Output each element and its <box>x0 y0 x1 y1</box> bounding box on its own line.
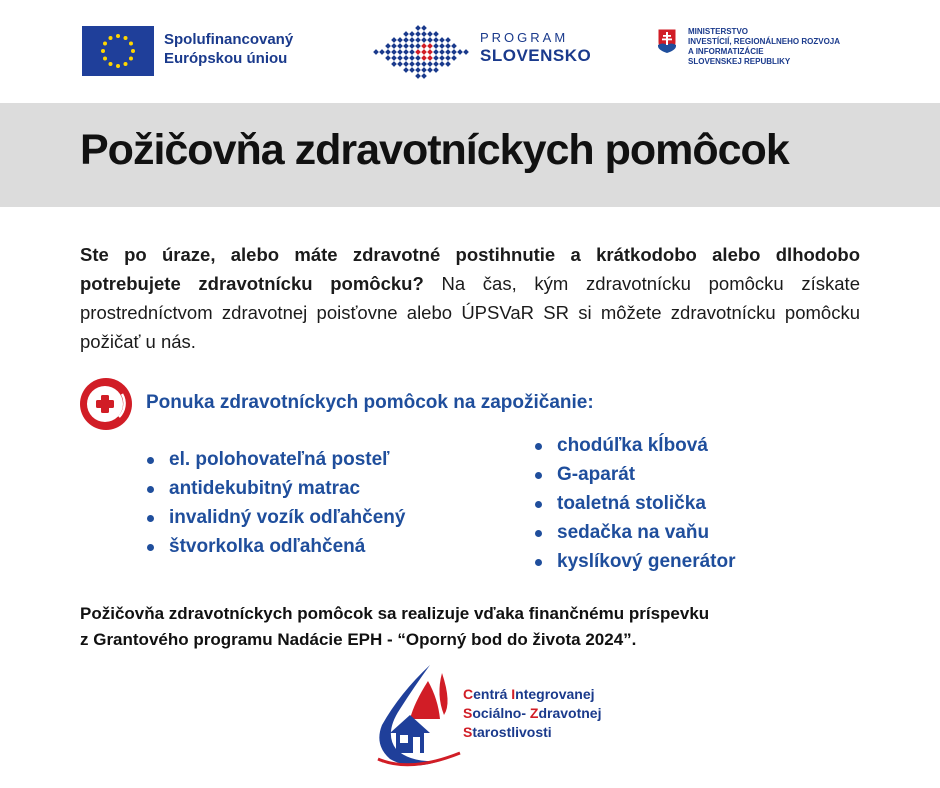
list-item: chodúľka kĺbová <box>535 431 735 460</box>
page-title: Požičovňa zdravotníckych pomôcok <box>80 126 789 174</box>
program-mosaic-dot <box>409 43 415 49</box>
program-mosaic-dot <box>397 37 403 43</box>
program-mosaic-dot <box>409 31 415 37</box>
ciszs-initial: S <box>463 705 473 721</box>
list-item: G-aparát <box>535 460 735 489</box>
program-mosaic-dot <box>439 55 445 61</box>
program-mosaic-dot <box>403 37 409 43</box>
eu-star <box>116 64 120 68</box>
ciszs-initial: S <box>463 724 473 740</box>
program-mosaic-dot <box>415 49 421 55</box>
eu-star <box>131 49 135 53</box>
program-mosaic-dot <box>427 31 433 37</box>
program-mosaic-dot <box>439 43 445 49</box>
program-mosaic-dot <box>433 55 439 61</box>
program-mosaic-dot <box>433 31 439 37</box>
list-item: kyslíkový generátor <box>535 547 735 576</box>
program-mosaic-dot <box>409 61 415 67</box>
eu-star <box>129 42 133 46</box>
program-mosaic-dot <box>433 61 439 67</box>
program-mosaic-dot <box>427 43 433 49</box>
slovak-coat-of-arms-icon <box>657 28 677 54</box>
program-mosaic-dot <box>415 73 421 79</box>
program-mosaic-dot <box>421 43 427 49</box>
intro-question: Ste po úraze, alebo máte zdravotné postihnutie a krátkodobo alebo dlhodobo potrebujete zdravotnícku pomôcku? <box>80 244 860 294</box>
list-item: el. polohovateľná posteľ <box>147 445 405 474</box>
offer-list-right <box>535 431 735 576</box>
program-mosaic-dot <box>457 49 463 55</box>
program-mosaic-dot <box>397 55 403 61</box>
program-mosaic-dot <box>391 37 397 43</box>
program-mosaic-dot <box>439 61 445 67</box>
program-mosaic-dot <box>433 67 439 73</box>
eu-star <box>124 62 128 66</box>
program-mosaic-dot <box>451 55 457 61</box>
intro-text: Na čas, kým zdravotnícku pomôcku získate prostredníctvom zdravotnej poisťovne alebo ÚPSVaR SR si môžete zdravotnícku pomôcku požičať u nás. <box>80 273 860 352</box>
program-mosaic-dot <box>391 55 397 61</box>
program-mosaic-dot <box>391 61 397 67</box>
program-mosaic-dot <box>415 55 421 61</box>
program-mosaic-dot <box>415 37 421 43</box>
program-mosaic-dot <box>385 49 391 55</box>
program-mosaic-dot <box>403 55 409 61</box>
eu-star <box>124 36 128 40</box>
list-item: sedačka na vaňu <box>535 518 735 547</box>
program-mosaic-dot <box>415 61 421 67</box>
program-mosaic-dot <box>421 67 427 73</box>
program-mosaic-dot <box>427 37 433 43</box>
program-mosaic-dot <box>433 37 439 43</box>
program-mosaic-dot <box>433 43 439 49</box>
program-mosaic-dot <box>445 61 451 67</box>
eu-star <box>103 57 107 61</box>
program-mosaic-dot <box>463 49 469 55</box>
program-mosaic-dot <box>415 43 421 49</box>
eu-line-1: Spolufinancovaný <box>164 31 294 48</box>
program-mosaic-dot <box>403 67 409 73</box>
eu-star <box>109 62 113 66</box>
ciszs-logo-text <box>463 685 601 742</box>
program-mosaic-dot <box>415 67 421 73</box>
ciszs-line-2 <box>463 704 601 723</box>
ciszs-word: ntegrovanej <box>515 686 595 702</box>
program-mosaic-dot <box>421 55 427 61</box>
list-item: štvorkolka odľahčená <box>147 532 405 561</box>
program-mosaic-dot <box>439 49 445 55</box>
program-mosaic-dot <box>409 37 415 43</box>
program-mosaic-dot <box>421 61 427 67</box>
eu-star <box>101 49 105 53</box>
program-mosaic-dot <box>421 31 427 37</box>
funding-note <box>80 601 880 653</box>
program-mosaic-dot <box>391 43 397 49</box>
eu-star <box>109 36 113 40</box>
offer-heading: Ponuka zdravotníckych pomôcok na zapožičanie: <box>146 392 594 413</box>
program-mosaic-dot <box>373 49 379 55</box>
eu-flag-icon <box>82 26 154 76</box>
intro-paragraph <box>80 240 860 356</box>
offer-list-left <box>147 445 405 561</box>
program-mosaic-dot <box>415 31 421 37</box>
ciszs-initial: Z <box>529 705 539 721</box>
ciszs-word: entrá <box>473 686 512 702</box>
program-mosaic-dot <box>451 49 457 55</box>
ministry-line-4: SLOVENSKEJ REPUBLIKY <box>688 57 791 66</box>
list-item: antidekubitný matrac <box>147 474 405 503</box>
eu-star <box>103 42 107 46</box>
program-mosaic-dot <box>409 67 415 73</box>
program-mosaic-dot <box>397 61 403 67</box>
program-mosaic-dot <box>379 49 385 55</box>
ministry-logo-text <box>688 27 840 67</box>
program-mosaic-dot <box>385 43 391 49</box>
ministry-line-2: INVESTÍCIÍ, REGIONÁLNEHO ROZVOJA <box>688 37 841 46</box>
medical-cross-icon <box>78 376 134 432</box>
program-mosaic-dot <box>421 25 427 31</box>
ciszs-initial: C <box>463 686 474 702</box>
program-mosaic-dot <box>397 49 403 55</box>
program-mosaic-dot <box>397 43 403 49</box>
ciszs-line-1 <box>463 685 601 704</box>
ciszs-word: dravotnej <box>538 705 602 721</box>
funding-line-1: Požičovňa zdravotníckych pomôcok sa realizuje vďaka finančnému príspevku <box>80 604 710 623</box>
program-mosaic-dot <box>421 37 427 43</box>
eu-logo-text <box>164 30 293 68</box>
program-mosaic-dot <box>403 43 409 49</box>
program-line-2: SLOVENSKO <box>480 46 592 65</box>
program-line-1: PROGRAM <box>480 30 569 45</box>
program-mosaic-dot <box>427 55 433 61</box>
program-mosaic-dot <box>433 49 439 55</box>
ciszs-word: tarostlivosti <box>472 724 552 740</box>
ministry-line-3: A INFORMATIZÁCIE <box>688 47 764 56</box>
funding-line-2: z Grantového programu Nadácie EPH - “Oporný bod do života 2024”. <box>80 630 637 649</box>
program-mosaic-dot <box>391 49 397 55</box>
ministry-line-1: MINISTERSTVO <box>688 27 749 36</box>
ciszs-line-3 <box>463 723 601 742</box>
program-mosaic-dot <box>421 49 427 55</box>
program-mosaic-dot <box>445 49 451 55</box>
ciszs-word: ociálno- <box>472 705 530 721</box>
program-mosaic-dot <box>409 49 415 55</box>
program-mosaic-dot <box>427 67 433 73</box>
ciszs-logo-icon <box>370 663 473 767</box>
eu-star <box>129 57 133 61</box>
program-mosaic-dot <box>427 61 433 67</box>
program-mosaic-dot <box>409 55 415 61</box>
program-mosaic-dot <box>451 43 457 49</box>
eu-star <box>116 34 120 38</box>
program-mosaic-dot <box>439 37 445 43</box>
program-mosaic-dot <box>403 49 409 55</box>
program-mosaic-dot <box>385 55 391 61</box>
program-mosaic-dot <box>415 25 421 31</box>
program-mosaic-dot <box>445 55 451 61</box>
ciszs-initial: I <box>511 686 516 702</box>
program-slovensko-text <box>480 30 591 66</box>
program-mosaic-dot <box>403 61 409 67</box>
list-item: toaletná stolička <box>535 489 735 518</box>
program-mosaic-dot <box>403 31 409 37</box>
program-mosaic-dot <box>445 43 451 49</box>
program-mosaic-dot <box>445 37 451 43</box>
program-mosaic-dot <box>427 49 433 55</box>
program-mosaic-dot <box>421 73 427 79</box>
list-item: invalidný vozík odľahčený <box>147 503 405 532</box>
eu-line-2: Európskou úniou <box>164 50 288 67</box>
program-slovensko-mark-icon <box>372 24 470 80</box>
